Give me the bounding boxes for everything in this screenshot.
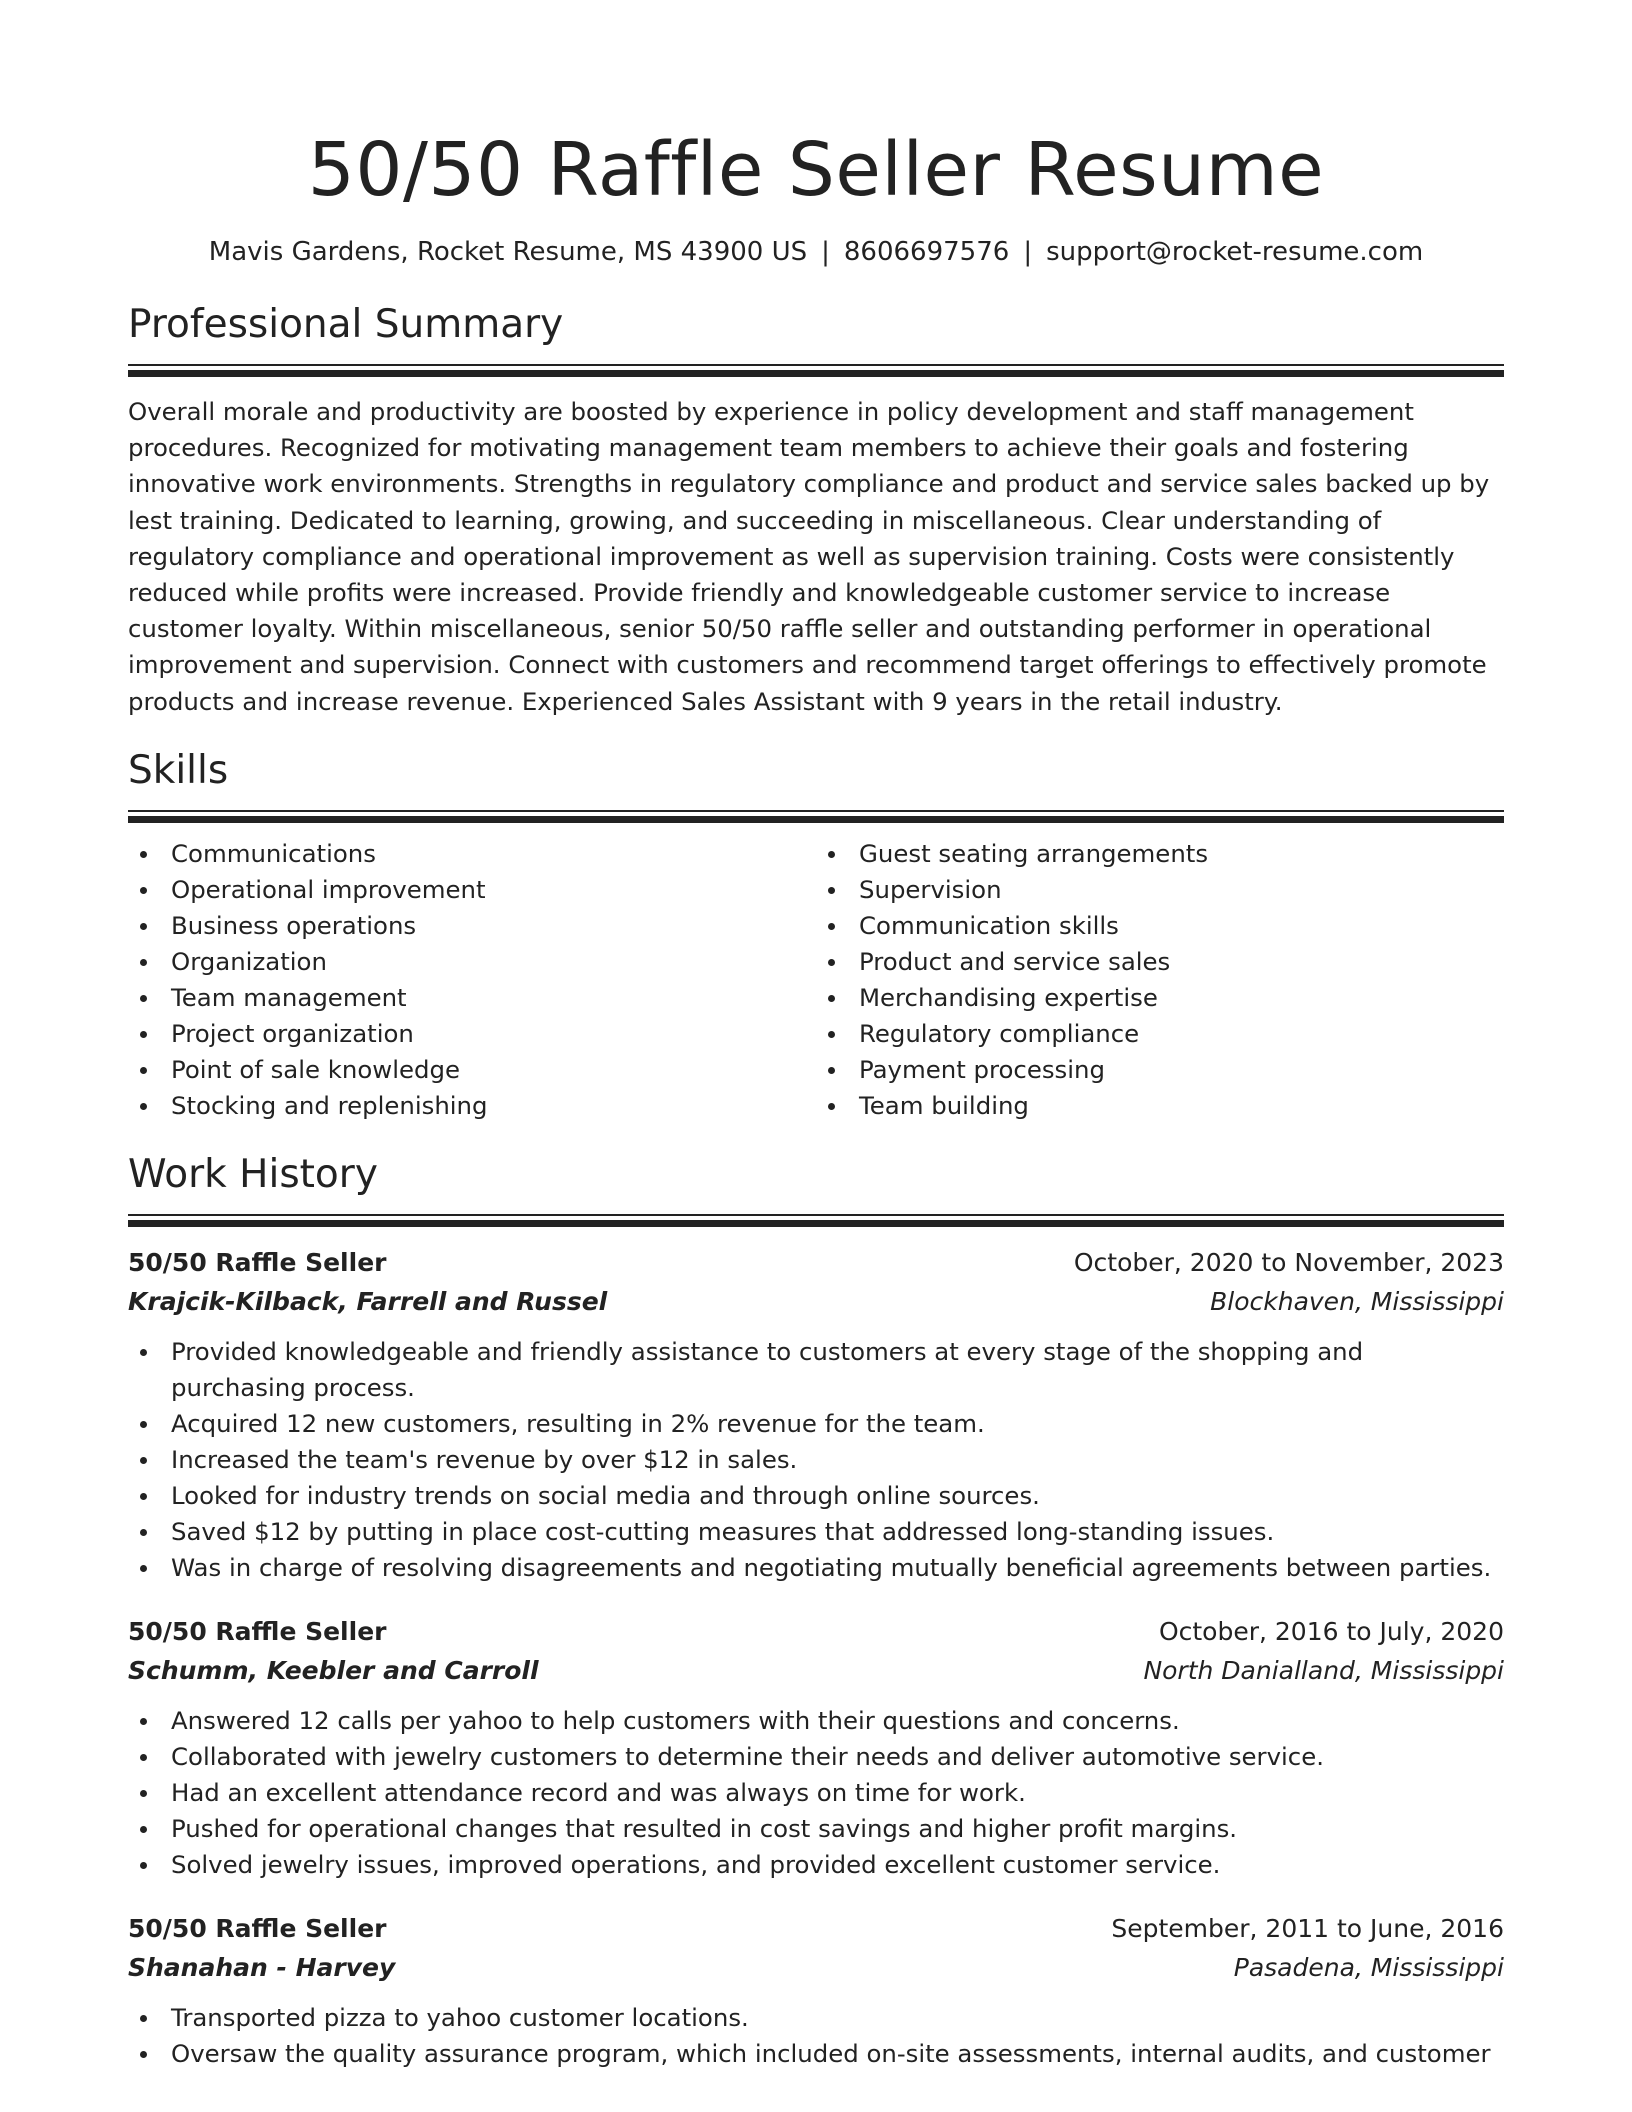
job-location: Pasadena, Mississippi bbox=[1233, 1952, 1504, 1982]
contact-separator: | bbox=[821, 237, 830, 267]
skill-item: Regulatory compliance bbox=[859, 1016, 1504, 1052]
job-company: Krajcik-Kilback, Farrell and Russel bbox=[128, 1286, 608, 1316]
job-header-row bbox=[128, 1909, 1504, 1948]
duty-item: Saved $12 by putting in place cost-cutting measures that addressed long-standing issues. bbox=[171, 1514, 1504, 1550]
duty-item: Transported pizza to yahoo customer locations. bbox=[171, 2000, 1504, 2036]
job-dates: October, 2020 to November, 2023 bbox=[1073, 1247, 1504, 1277]
duty-item: Provided knowledgeable and friendly assistance to customers at every stage of the shopping and purchasing process. bbox=[171, 1334, 1504, 1406]
duty-item: Answered 12 calls per yahoo to help customers with their questions and concerns. bbox=[171, 1703, 1504, 1739]
summary-text: Overall morale and productivity are boosted by experience in policy development and staff management procedures. Recognized for motivating management team members to achieve their goals and fostering innovative work environments. Strengths in regulatory compliance and product and service sales backed up by lest training. Dedicated to learning, growing, and succeeding in miscellaneous. Clear understanding of regulatory compliance and operational improvement as well as supervision training. Costs were consistently reduced while profits were increased. Provide friendly and knowledgeable customer service to increase customer loyalty. Within miscellaneous, senior 50/50 raffle seller and outstanding performer in operational improvement and supervision. Connect with customers and recommend target offerings to effectively promote products and increase revenue. Experienced Sales Assistant with 9 years in the retail industry. bbox=[128, 397, 1490, 716]
job-duties bbox=[128, 1703, 1504, 1883]
job-company: Schumm, Keebler and Carroll bbox=[128, 1655, 539, 1685]
section-divider bbox=[128, 1214, 1504, 1227]
skills-section bbox=[128, 746, 1504, 1124]
job-title: 50/50 Raffle Seller bbox=[128, 1913, 387, 1943]
duty-item: Had an excellent attendance record and was always on time for work. bbox=[171, 1775, 1504, 1811]
contact-phone: 8606697576 bbox=[843, 237, 1010, 267]
job-dates: October, 2016 to July, 2020 bbox=[1158, 1616, 1504, 1646]
skills-grid bbox=[128, 836, 1504, 1124]
contact-line bbox=[128, 234, 1504, 270]
duty-item: Increased the team's revenue by over $12 in sales. bbox=[171, 1442, 1504, 1478]
resume-page bbox=[128, 0, 1504, 2072]
skills-heading: Skills bbox=[128, 747, 229, 793]
job-header-row bbox=[128, 1243, 1504, 1282]
skill-item: Business operations bbox=[171, 908, 816, 944]
skill-item: Operational improvement bbox=[171, 872, 816, 908]
summary-section bbox=[128, 300, 1504, 720]
duty-item: Oversaw the quality assurance program, which included on-site assessments, internal audits, and customer bbox=[171, 2036, 1504, 2072]
duty-item: Collaborated with jewelry customers to determine their needs and deliver automotive service. bbox=[171, 1739, 1504, 1775]
duty-item: Acquired 12 new customers, resulting in 2% revenue for the team. bbox=[171, 1406, 1504, 1442]
duty-item: Was in charge of resolving disagreements and negotiating mutually beneficial agreements between parties. bbox=[171, 1550, 1504, 1586]
skill-item: Communications bbox=[171, 836, 816, 872]
job-duties bbox=[128, 2000, 1504, 2072]
skill-item: Guest seating arrangements bbox=[859, 836, 1504, 872]
skill-item: Product and service sales bbox=[859, 944, 1504, 980]
skill-item: Stocking and replenishing bbox=[171, 1088, 816, 1124]
duty-item: Pushed for operational changes that resulted in cost savings and higher profit margins. bbox=[171, 1811, 1504, 1847]
job-header-row bbox=[128, 1612, 1504, 1651]
skill-item: Communication skills bbox=[859, 908, 1504, 944]
skills-column-right bbox=[816, 836, 1504, 1124]
job-company-row bbox=[128, 1948, 1504, 1987]
job-entry bbox=[128, 1909, 1504, 2072]
job-title: 50/50 Raffle Seller bbox=[128, 1616, 387, 1646]
summary-heading: Professional Summary bbox=[128, 302, 564, 347]
contact-email[interactable]: support@rocket-resume.com bbox=[1046, 237, 1424, 267]
contact-separator: | bbox=[1023, 237, 1033, 267]
section-divider bbox=[128, 364, 1504, 377]
contact-address: Mavis Gardens, Rocket Resume, MS 43900 US bbox=[208, 237, 808, 267]
work-section bbox=[128, 1150, 1504, 2072]
job-entry bbox=[128, 1612, 1504, 1883]
skill-item: Merchandising expertise bbox=[859, 980, 1504, 1016]
duty-item: Solved jewelry issues, improved operations, and provided excellent customer service. bbox=[171, 1847, 1504, 1883]
skill-item: Team management bbox=[171, 980, 816, 1016]
duty-item: Looked for industry trends on social media and through online sources. bbox=[171, 1478, 1504, 1514]
resume-title: 50/50 Raffle Seller Resume bbox=[307, 127, 1325, 213]
section-divider bbox=[128, 810, 1504, 823]
skill-item: Project organization bbox=[171, 1016, 816, 1052]
job-company-row bbox=[128, 1282, 1504, 1321]
job-title: 50/50 Raffle Seller bbox=[128, 1247, 387, 1277]
job-company-row bbox=[128, 1651, 1504, 1690]
job-location: Blockhaven, Mississippi bbox=[1210, 1286, 1504, 1316]
skill-item: Supervision bbox=[859, 872, 1504, 908]
skill-item: Payment processing bbox=[859, 1052, 1504, 1088]
work-heading: Work History bbox=[128, 1151, 378, 1197]
job-dates: September, 2011 to June, 2016 bbox=[1111, 1913, 1504, 1943]
job-duties bbox=[128, 1334, 1504, 1586]
skills-column-left bbox=[128, 836, 816, 1124]
skill-item: Point of sale knowledge bbox=[171, 1052, 816, 1088]
job-location: North Danialland, Mississippi bbox=[1143, 1655, 1504, 1685]
skill-item: Team building bbox=[859, 1088, 1504, 1124]
skill-item: Organization bbox=[171, 944, 816, 980]
job-company: Shanahan - Harvey bbox=[128, 1952, 396, 1982]
job-entry bbox=[128, 1243, 1504, 1586]
